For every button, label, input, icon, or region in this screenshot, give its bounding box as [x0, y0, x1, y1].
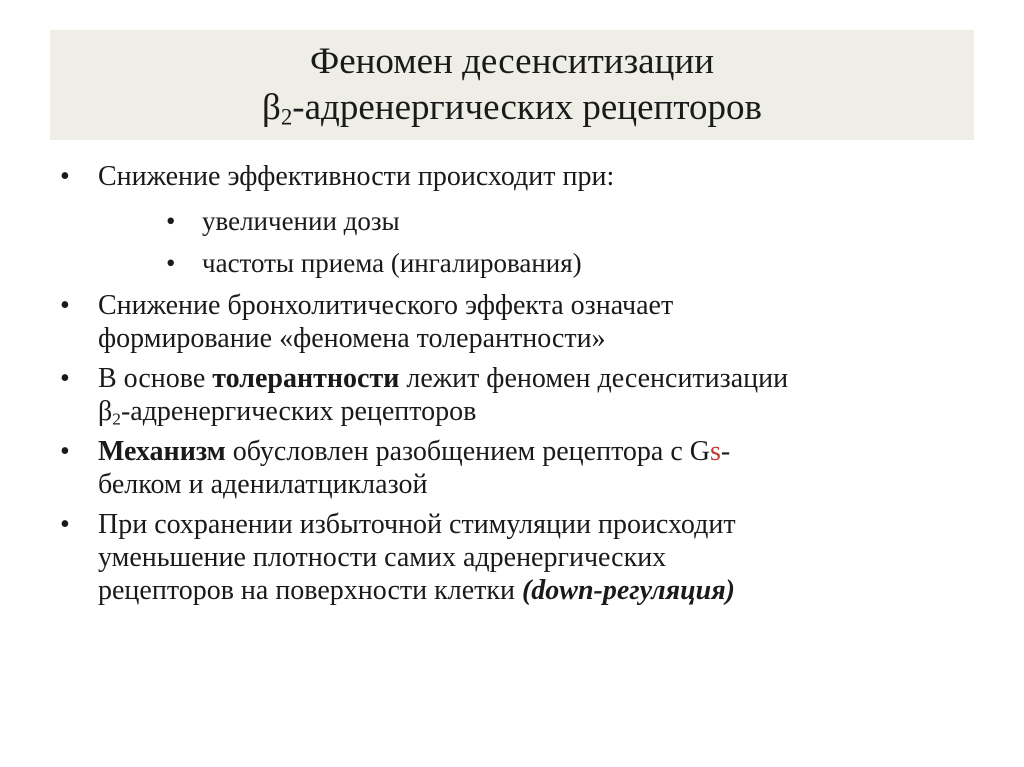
- subbullet-item-1-text: увеличении дозы: [202, 206, 400, 236]
- beta-symbol: β: [262, 87, 281, 128]
- bullet-marker: •: [166, 206, 176, 236]
- bullet-marker: •: [60, 161, 70, 192]
- bullet-item-3-post: лежит феномен десенситизации: [399, 363, 789, 394]
- beta-subscript: 2: [280, 104, 293, 130]
- bullet-item-4: [60, 435, 970, 501]
- bullet-list: [60, 160, 970, 614]
- bullet-item-2: [60, 289, 970, 355]
- bullet-item-5-line-2: уменьшение плотности самих адренергических: [98, 542, 667, 573]
- subbullet-item-2: [60, 247, 970, 280]
- bullet-item-1: [60, 160, 970, 193]
- title-box: [50, 30, 974, 140]
- bullet-item-3-pre: В основе: [98, 363, 213, 394]
- bullet-marker: •: [60, 436, 70, 467]
- bullet-item-5-line-3: [98, 574, 970, 607]
- slide-title-line-2: [262, 85, 762, 131]
- subbullet-item-2-text: частоты приема (ингалирования): [202, 248, 582, 278]
- bullet-item-3: [60, 362, 970, 428]
- bullet-item-5: [60, 508, 970, 607]
- bullet-item-4-line-1: [98, 435, 970, 468]
- down-regulation-term: (down-регуляция): [521, 575, 735, 606]
- bullet-item-4-post: обусловлен разобщением рецептора с G: [225, 436, 711, 467]
- bullet-item-3-bold: толерантности: [212, 363, 400, 394]
- bullet-item-3-line-2-text: -адренергических рецепторов: [120, 396, 477, 427]
- bullet-item-2-line-1: Снижение бронхолитического эффекта означает: [98, 290, 674, 321]
- slide-title-line-1: Феномен десенситизации: [309, 41, 715, 82]
- bullet-item-1-text: Снижение эффективности происходит при:: [98, 161, 615, 192]
- bullet-item-4-bold: Механизм: [98, 436, 226, 467]
- bullet-item-4-dash: -: [720, 436, 731, 467]
- bullet-item-4-line-2: белком и аденилатциклазой: [98, 469, 428, 500]
- bullet-marker: •: [60, 363, 70, 394]
- bullet-item-2-line-2: формирование «феномена толерантности»: [98, 323, 606, 354]
- bullet-item-3-line-2: [98, 395, 970, 428]
- beta-subscript: 2: [112, 409, 121, 429]
- bullet-marker: •: [60, 290, 70, 321]
- beta-symbol: β: [98, 396, 113, 427]
- bullet-marker: •: [60, 509, 70, 540]
- bullet-marker: •: [166, 248, 176, 278]
- bullet-item-5-line-3-text: рецепторов на поверхности клетки: [98, 575, 522, 606]
- bullet-item-5-line-1: При сохранении избыточной стимуляции происходит: [98, 509, 736, 540]
- bullet-item-3-line-1: [98, 362, 970, 395]
- subbullet-item-1: [60, 205, 970, 238]
- gs-subscript-letter: s: [710, 436, 721, 467]
- title-line-2-text: -адренергических рецепторов: [292, 87, 762, 128]
